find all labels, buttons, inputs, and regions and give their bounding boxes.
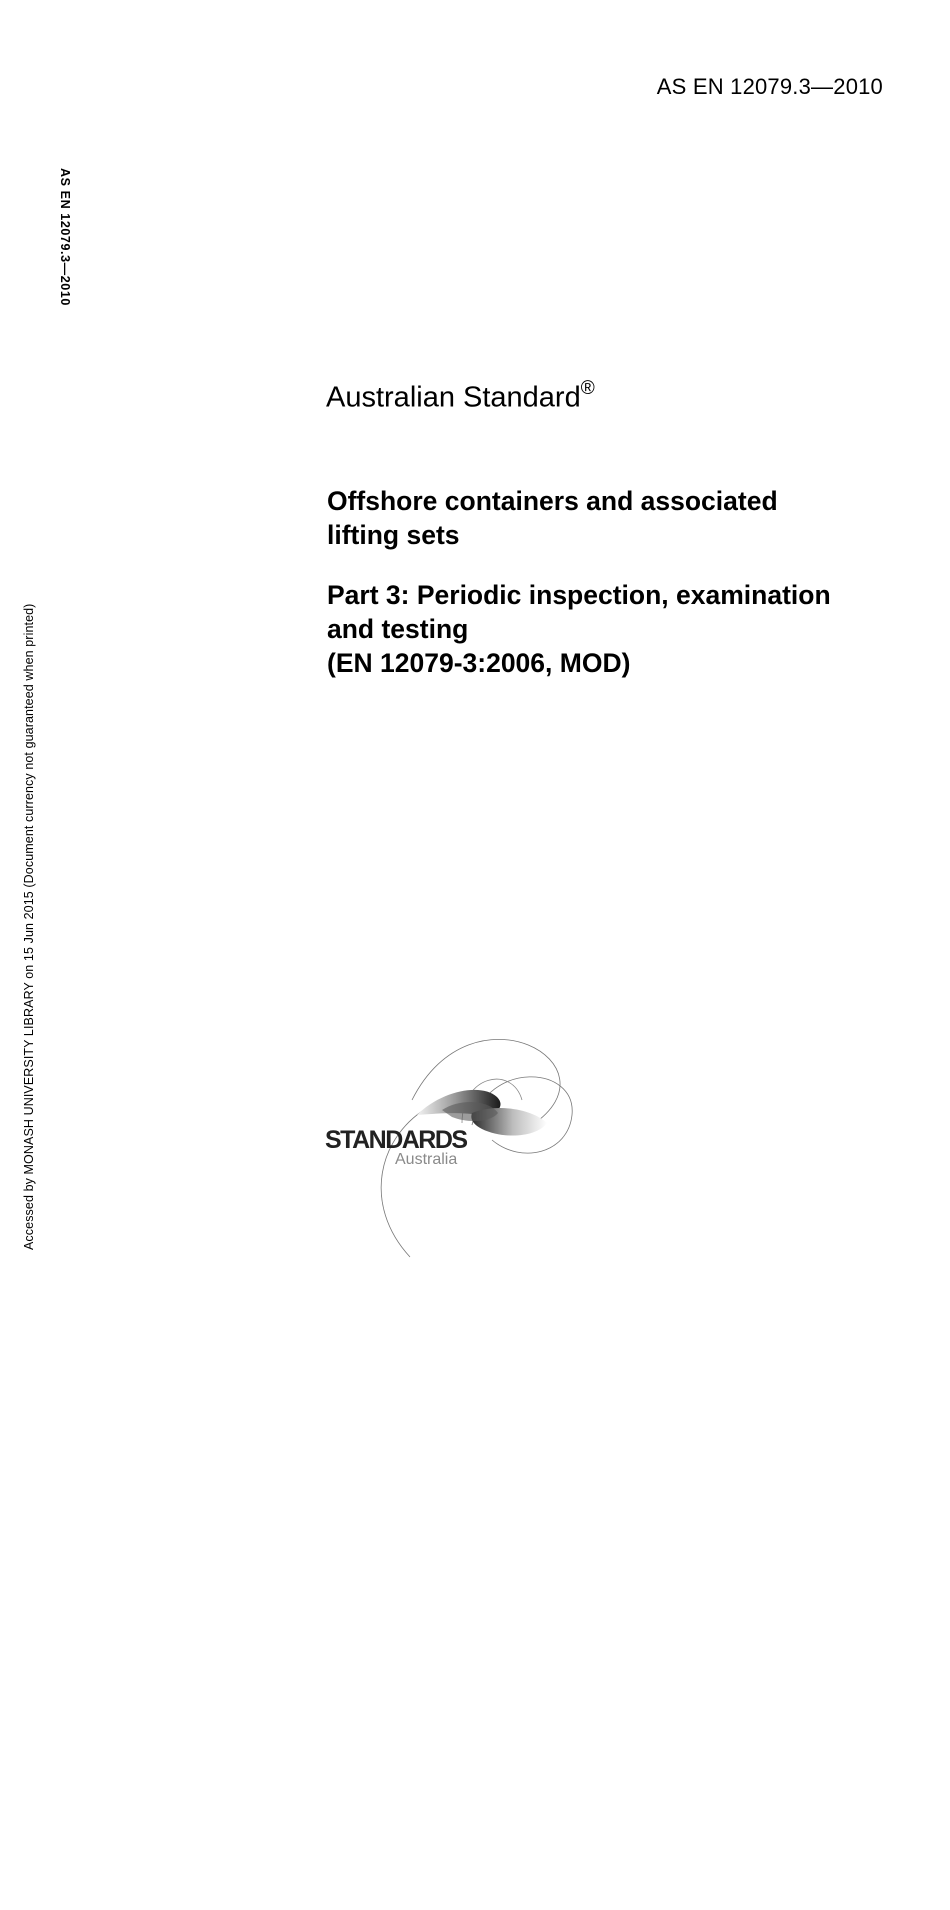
part-title-line-3: (EN 12079-3:2006, MOD)	[327, 648, 631, 678]
title-line-1: Offshore containers and associated	[327, 486, 778, 516]
document-title	[327, 484, 917, 680]
header-standard-code: AS EN 12079.3—2010	[656, 74, 883, 99]
title-line-2: lifting sets	[327, 520, 460, 550]
logo-wordmark: STANDARDS	[325, 1126, 467, 1154]
spine-standard-code-text: AS EN 12079.3—2010	[58, 168, 72, 306]
logo-subtitle: Australia	[395, 1151, 458, 1168]
series-label	[326, 380, 595, 415]
registered-mark: ®	[580, 378, 595, 399]
spine-standard-code	[56, 168, 72, 328]
series-label-text: Australian Standard	[326, 381, 581, 414]
part-title-line-1: Part 3: Periodic inspection, examination	[327, 580, 831, 610]
part-title-line-2: and testing	[327, 614, 469, 644]
access-watermark	[22, 603, 38, 1910]
access-watermark-text: Accessed by MONASH UNIVERSITY LIBRARY on 15 Jun 2015 (Document currency not guaranteed when printed)	[22, 603, 36, 1250]
standards-australia-logo	[322, 1005, 592, 1265]
